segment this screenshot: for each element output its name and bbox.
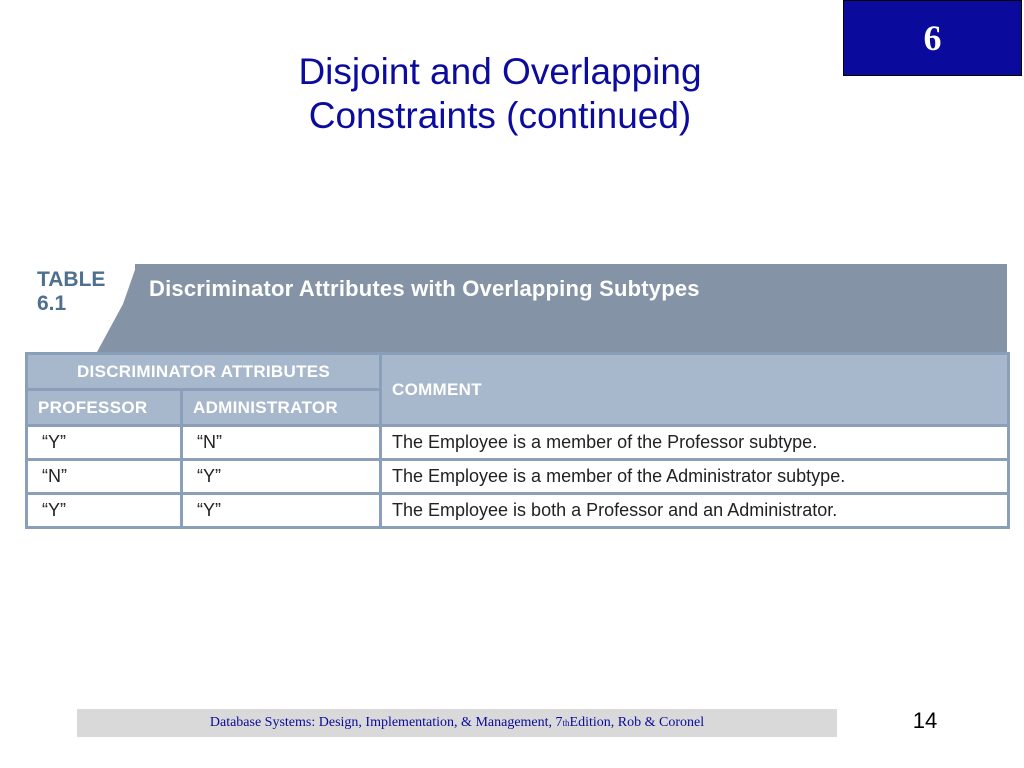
- administrator-cell: “Y”: [182, 494, 381, 528]
- slide-title-line2: Constraints (continued): [308, 95, 692, 136]
- chapter-number: 6: [923, 18, 942, 58]
- slide-title-line1: Disjoint and Overlapping: [298, 51, 702, 92]
- administrator-header: ADMINISTRATOR: [182, 390, 381, 426]
- table-tab-label: [37, 268, 105, 316]
- professor-cell: “N”: [27, 460, 182, 494]
- comment-cell: The Employee is a member of the Professor subtype.: [381, 426, 1009, 460]
- comment-cell: The Employee is both a Professor and an Administrator.: [381, 494, 1009, 528]
- slide-title: [150, 50, 850, 138]
- comment-header: COMMENT: [381, 354, 1009, 426]
- table-tab-number: 6.1: [37, 292, 67, 315]
- professor-header: PROFESSOR: [27, 390, 182, 426]
- footer-citation: [77, 709, 837, 737]
- group-header: DISCRIMINATOR ATTRIBUTES: [27, 354, 381, 390]
- comment-cell: The Employee is a member of the Administrator subtype.: [381, 460, 1009, 494]
- chapter-number-box: [843, 0, 1022, 76]
- table-tab-word: TABLE: [37, 268, 106, 291]
- page-number: 14: [912, 708, 938, 733]
- footer-text-after: Edition, Rob & Coronel: [569, 715, 705, 730]
- administrator-cell: “N”: [182, 426, 381, 460]
- footer-text-before: Database Systems: Design, Implementation, & Management, 7: [209, 715, 563, 730]
- table-caption: Discriminator Attributes with Overlapping Subtypes: [149, 276, 700, 301]
- professor-cell: “Y”: [27, 426, 182, 460]
- table-figure: [25, 264, 1007, 529]
- table-row: [27, 460, 1009, 494]
- table-row: [27, 494, 1009, 528]
- discriminator-table: [25, 352, 1010, 529]
- footer-superscript: th: [562, 718, 570, 728]
- table-row: [27, 426, 1009, 460]
- administrator-cell: “Y”: [182, 460, 381, 494]
- professor-cell: “Y”: [27, 494, 182, 528]
